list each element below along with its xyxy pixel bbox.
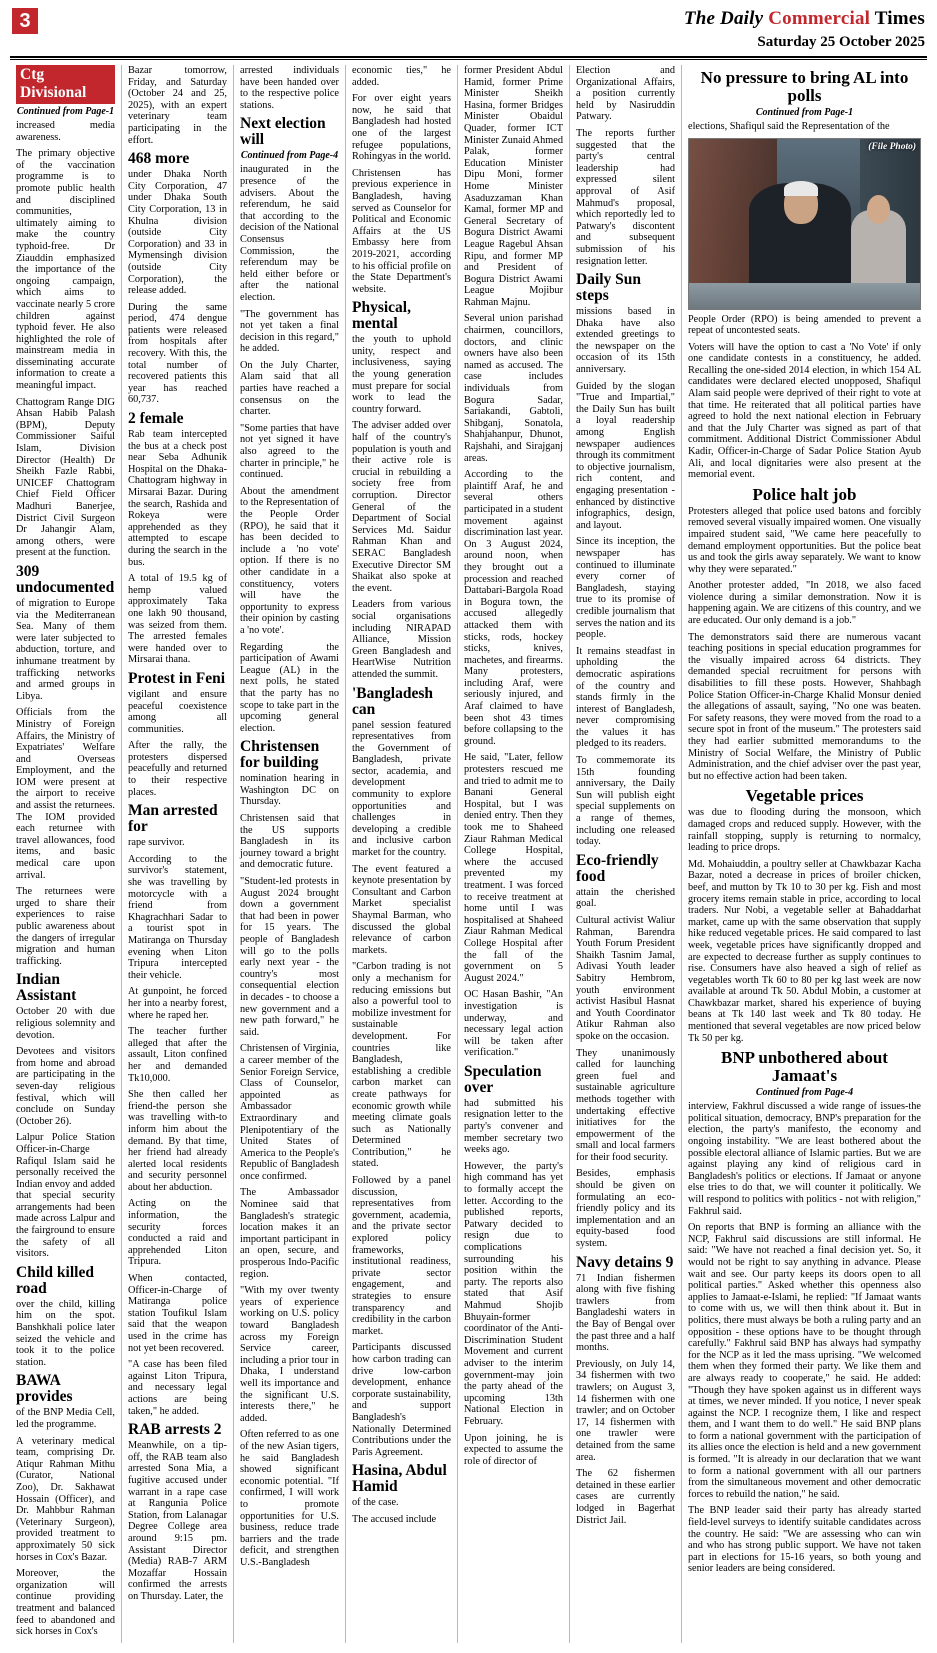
paragraph: arrested individuals have been handed over to the respective police stations. bbox=[240, 65, 339, 111]
paragraph: rape survivor. bbox=[128, 837, 185, 849]
paragraph: During the same period, 474 dengue patients were released from hospitals after recovery. With this, the total number of recovered patients this year has reached 60,737. bbox=[128, 301, 227, 406]
paragraph: former President Abdul Hamid, former Prime Minister Sheikh Hasina, former Bridges Minister Obaidul Quader, former ICT Minister Zunaid Ahmed Palak, former Education Minister Dipu Moni, former Home Minister Asaduzzaman Khan Kamal, former MP and General Secretary of Bogura District Awami League Ragebul Ahsan Ripu, and former MP and President of Bogura District Awami League Mojibur Rahman Majnu. bbox=[464, 65, 563, 308]
paragraph: Previously, on July 14, 34 fishermen with two trawlers; on August 3, 14 fishermen with one trawler; and on October 17, 14 fishermen with one trawler were detained from the same area. bbox=[576, 1358, 675, 1463]
article-headline-next-election-will[interactable]: Next election will bbox=[240, 115, 326, 149]
article-headline-indian-assistant[interactable]: Indian Assistant bbox=[16, 971, 77, 1005]
paragraph: missions based in Dhaka have also extended greetings to the newspaper on the occasion of its 15th anniversary. bbox=[576, 306, 675, 376]
continued-from-page-1-c7: Continued from Page-1 bbox=[755, 107, 854, 118]
paragraph: increased media awareness. bbox=[16, 120, 115, 143]
paragraph: Christensen has previous experience in Bangladesh, having served as Counselor for Political and Economic Affairs at the US Embassy here from 2019-2021, according to his official profile on the State Department's website. bbox=[352, 167, 451, 295]
continued-from-page-4: Continued from Page-4 bbox=[240, 150, 339, 162]
article-headline-hasina-abdul-hamid[interactable]: Hasina, Abdul Hamid bbox=[352, 1462, 447, 1496]
page-number-badge: 3 bbox=[12, 8, 38, 34]
paragraph: Voters will have the option to cast a 'No Vote' if only one candidate contests in a constituency, he added. Recalling the one-sided 2014 election, in which 154 AL candidates were declared elected unopposed, Shafiqul Alam said people were deprived of their right to vote at that time. He reiterated that all political parties have agreed to hold the next national election in February and that the July Charter was signed as part of that commitment. Additional District Commissioner Abdul Kadir, Officer-in-Charge of Sadar Police Station Ayub Ali, and local dignitaries were also present at the memorial event. bbox=[688, 341, 921, 481]
article-headline-rab-arrests-2[interactable]: RAB arrests 2 bbox=[128, 1421, 222, 1439]
paragraph: inaugurated in the presence of the advisers. About the referendum, he said that according to the decision of the National Consensus Commission, the referendum may be held either before or after the national election. bbox=[240, 164, 339, 303]
paragraph: October 20 with due religious solemnity and devotion. bbox=[16, 1006, 115, 1041]
paragraph: It remains steadfast in upholding the democratic aspirations of the country and stands firmly in the interest of Bangladesh, never compromising the values it has pledged to its readers. bbox=[576, 645, 675, 750]
paragraph: Meanwhile, on a tip-off, the RAB team also arrested Sona Mia, a fugitive accused under warrant in a rape case at Rangunia Police Station, from Lalanagar Degree College area around 9:15 pm. Assistant Director (Media) RAB-7 ARM Mozaffar Hossain confirmed the arrests on Thursday. Later, the bbox=[128, 1440, 227, 1602]
article-headline-police-halt-job[interactable]: Police halt job bbox=[752, 484, 857, 504]
paragraph: Devotees and visitors from home and abroad are participating in the seven-day religious festival, which will conclude on Sunday (October 26). bbox=[16, 1046, 115, 1127]
paragraph: Moreover, the organization will continue providing treatment and balanced feed to abandoned and sick horses in Cox's bbox=[16, 1568, 115, 1638]
article-headline-bangladesh-can[interactable]: 'Bangladesh can bbox=[352, 684, 433, 718]
paragraph: Christensen said that the US supports Bangladesh in its journey toward a bright and democratic future. bbox=[240, 813, 339, 871]
paragraph: The teacher further alleged that after the assault, Liton confined her and demanded Tk10,000. bbox=[128, 1026, 227, 1084]
paragraph: Since its inception, the newspaper has continued to illuminate every corner of Bangladesh, staying true to its promise of credible journalism that serves the nation and its people. bbox=[576, 536, 675, 641]
paragraph: He said, "Later, fellow protesters rescued me and tried to admit me to Banani General Hospital, but I was denied entry. Then they took me to Shaheed Ziaur Rahman Medical College Hospital, where the accused prevented my treatment. I was forced to receive treatment at home until I was hospitalised at Shaheed Ziaur Rahman Medical College Hospital after the fall of the government on 5 August 2024." bbox=[464, 752, 563, 984]
title-the: The Daily bbox=[683, 8, 769, 29]
paragraph: nomination hearing in Washington DC on Thursday. bbox=[240, 773, 339, 808]
article-headline-christensen-for-building[interactable]: Christensen for building bbox=[240, 738, 320, 772]
article-headline-child-killed-road[interactable]: Child killed road bbox=[16, 1263, 94, 1297]
paragraph: Cultural activist Waliur Rahman, Barendra Youth Forum President Shaikh Tasnim Jamal, Adivasi Youth leader Sabitry Hembrom, youth environment activist Hasibul Hasnat and Youth Coordinator Atikur Rahman also spoke on the occasion. bbox=[576, 915, 675, 1042]
article-headline-468-more[interactable]: 468 more bbox=[128, 150, 190, 168]
paragraph: over the child, killing him on the spot. Banshkhali police later seized the vehicle and took it to the police station. bbox=[16, 1298, 115, 1368]
photo-table bbox=[689, 283, 920, 309]
article-headline-physical-mental[interactable]: Physical, mental bbox=[352, 299, 411, 333]
paragraph: The reports further suggested that the party's central leadership had expressed silent approval of Asif Mahmud's proposal, which reportedly led to Patwary's discontent and subsequent submission of his resignation letter. bbox=[576, 127, 675, 267]
article-headline-vegetable-prices[interactable]: Vegetable prices bbox=[745, 786, 864, 806]
paragraph: Leaders from various social organisations including NIRAPAD Alliance, Mission Green Bangladesh and HeartWise Nutrition attended the summit. bbox=[352, 599, 451, 680]
paragraph: "A case has been filed against Liton Tripura, and necessary legal actions are being taken," he added. bbox=[128, 1359, 227, 1417]
paragraph: interview, Fakhrul discussed a wide range of issues-the political situation, democracy, BNP's preparation for the election, the party's manifesto, the economy and ongoing instability. "We are least bothered about the possible electoral alliance of Islamic parties. But we are against playing any kind of religious card in Bangladesh's politics or elections. If Jamaat or anyone else tries to do that, we will counter it politically. We will respond to politics with politics - not with religion," Fakhrul said. bbox=[688, 1101, 921, 1217]
paragraph: Often referred to as one of the new Asian tigers, he said Bangladesh showed significant economic potential. "If confirmed, I will work to promote opportunities for U.S. business, reduce trade barriers and the trade deficit, and strengthen U.S.-Bangladesh bbox=[240, 1429, 339, 1568]
column-6 bbox=[570, 65, 682, 1643]
paragraph: The returnees were urged to share their experiences to raise public awareness about the dangers of irregular migration and human trafficking. bbox=[16, 886, 115, 967]
article-headline-2-female[interactable]: 2 female bbox=[128, 410, 184, 428]
article-headline-309-undocumented[interactable]: 309 undocumented bbox=[16, 562, 115, 596]
paragraph: For over eight years now, he said that Bangladesh had hosted one of the largest refugee populations, Rohingyas in the world. bbox=[352, 93, 451, 163]
paragraph: Md. Mohaiuddin, a poultry seller at Chawkbazar Kacha Bazar, noted a decrease in prices of broiler chicken, beef, and mutton by Tk 10 to 30 per kg. Fish and most grocery items remain stable in price, according to local traders. Nur Nobi, a vegetable seller at Bahaddarhat market, came up with the same observation that supply hike reduced vegetable prices. He said compared to last week, vegetable prices have significantly dropped and are expected to decrease further as supply continues to rise. Consumers have also heaved a sigh of relief as vegetables worth Tk 60 to 80 per kg last week are now available at around Tk 50. Abdul Mobin, a customer at Chawkbazar market, shared his experience of buying beans at Tk 140 last week and Tk 80 today. He mentioned that several vegetables are now priced below Tk 50 per kg. bbox=[688, 858, 921, 1044]
paragraph: The accused include bbox=[352, 1513, 437, 1525]
paragraph: The event featured a keynote presentation by Consultant and Carbon Market specialist Shaymal Barman, who discussed the global relevance of carbon markets. bbox=[352, 863, 451, 956]
paragraph: Protesters alleged that police used batons and forcibly removed several visually impaired women. One visually impaired student said, "We came here peacefully to demand employment opportunities. But the police beat us and took the girls away separately. We want to know why they were separated." bbox=[688, 505, 921, 575]
paragraph: "The government has not yet taken a final decision in this regard," he added. bbox=[240, 308, 339, 355]
paragraph: According to the plaintiff Araf, he and several others participated in a student movement against discrimination last year. On 3 August 2024, around noon, when they brought out a procession and reached Dattabari-Bargola Road in Bogura town, the accused allegedly attacked them with sticks, rods, hockey sticks, knives, machetes, and firearms. Many protesters, including Araf, were seriously injured, and Araf claimed to have been shot 43 times before collapsing to the ground. bbox=[464, 469, 563, 747]
paragraph: Guided by the slogan "True and Impartial," the Daily Sun has built a loyal readership among English newspaper audiences through its commitment to objective journalism, rich content, and engaging presentation - enhanced by distinctive infographics, design, and layout. bbox=[576, 380, 675, 531]
continued-from-page-4-c7: Continued from Page-4 bbox=[755, 1087, 854, 1099]
paragraph: A veterinary medical team, comprising Dr. Atiqur Rahman Mithu (Curator, National Zoo), Dr. Sakhawat Hossain (Officer), and Dr. Mahbbur Rahman (Veterinary Surgeon), provided treatment to approximately 50 sick horses in Cox's Bazar. bbox=[16, 1435, 115, 1563]
column-2 bbox=[122, 65, 234, 1643]
article-headline-man-arrested-for[interactable]: Man arrested for bbox=[128, 802, 218, 836]
paragraph: Election and Organizational Affairs, a position currently held by Nasiruddin Patwary. bbox=[576, 65, 675, 123]
article-headline-eco-friendly-food[interactable]: Eco-friendly food bbox=[576, 851, 659, 885]
paragraph: "With my over twenty years of experience working on U.S. policy toward Bangladesh across my Foreign Service career, including a prior tour in Dhaka, I understand well its importance and the significant U.S. interests there," he added. bbox=[240, 1285, 339, 1424]
column-7 bbox=[682, 65, 927, 1643]
paragraph: of the BNP Media Cell, led the programme. bbox=[16, 1407, 115, 1430]
paragraph: attain the cherished goal. bbox=[576, 886, 675, 910]
paragraph: panel session featured representatives from the Government of Bangladesh, private sector, academia, and development community to explore opportunities and challenges in developing a credible and inclusive carbon market for the country. bbox=[352, 719, 451, 859]
publication-title bbox=[684, 8, 925, 30]
paragraph: They unanimously called for launching green fuel and sustainable agriculture methods together with undertaking effective initiatives for the empowerment of the small and local farmers for their food security. bbox=[576, 1047, 675, 1163]
article-headline-no-pressure-al-polls[interactable]: No pressure to bring AL into polls bbox=[700, 68, 909, 105]
paragraph: The adviser added over half of the country's population is youth and their active role is crucial in rebuilding a society free from corruption. Director General of the Department of Social Services Md. Saidur Rahman Khan and SERAC Bangladesh Executive Director SM Shaikat also spoke at the event. bbox=[352, 420, 451, 594]
paragraph: Lalpur Police Station Officer-in-Charge Rafiqul Islam said he personally received the Indian envoy and added that special security arrangements had been made across Lalpur and the fairground to ensure the safety of all visitors. bbox=[16, 1132, 115, 1260]
paragraph: She then called her friend-the person she was travelling with-to inform him about the demand. By that time, her friend had already alerted local residents and security personnel about her abduction. bbox=[128, 1089, 227, 1193]
paragraph: After the rally, the protesters dispersed peacefully and returned to their respective places. bbox=[128, 740, 227, 798]
paragraph: of the case. bbox=[352, 1497, 399, 1509]
paragraph: Christensen of Virginia, a career member of the Senior Foreign Service, Class of Counselor, appointed as Ambassador Extraordinary and Plenipotentiary of the United States of America to the People's Republic of Bangladesh once confirmed. bbox=[240, 1043, 339, 1182]
paragraph: Upon joining, he is expected to assume the role of director of bbox=[464, 1432, 563, 1467]
article-photo bbox=[688, 138, 921, 310]
paragraph: The BNP leader said their party has already started field-level surveys to identify suitable candidates across the country. He said: "We are assessing who can win and who has strong public support. We have not taken part in elections for 15-16 years, so both young and senior leaders are being considered. bbox=[688, 1505, 921, 1575]
column-1 bbox=[10, 65, 122, 1643]
paragraph: economic ties," he added. bbox=[352, 65, 451, 88]
masthead-right bbox=[684, 8, 925, 51]
paragraph: A total of 19.5 kg of hemp valued approximately Taka one lakh 90 thousand, was seized from them. The arrested females were handed over to Mirsarai thana. bbox=[128, 573, 227, 666]
article-headline-protest-in-feni[interactable]: Protest in Feni bbox=[128, 669, 226, 687]
paragraph: 71 Indian fishermen along with five fishing trawlers from Bangladeshi waters in the Bay of Bengal over the past three and a half months. bbox=[576, 1272, 675, 1354]
paragraph: had submitted his resignation letter to the party's convener and member secretary two weeks ago. bbox=[464, 1097, 563, 1156]
paragraph: Acting on the information, the security forces conducted a raid and apprehended Liton Tripura. bbox=[128, 1198, 227, 1268]
paragraph: To commemorate its 15th founding anniversary, the Daily Sun will publish eight special supplements on a range of themes, including one released today. bbox=[576, 755, 675, 848]
paragraph: When contacted, Officer-in-Charge of Matiranga police station Toufikul Islam said that the weapon used in the crime has not yet been recovered. bbox=[128, 1273, 227, 1354]
paragraph: Participants discussed how carbon trading can drive low-carbon development, enhance corporate sustainability, and support Bangladesh's Nationally Determined Contributions under the Paris Agreement. bbox=[352, 1342, 451, 1458]
photo-second-person-head bbox=[867, 195, 890, 224]
paragraph: Chattogram Range DIG Ahsan Habib Palash (BPM), Deputy Commissioner Saiful Islam, Division Director (Health) Dr Sheikh Fazle Rabbi, UNICEF Chattogram Chief Field Officer Madhuri Banerjee, District Civil Surgeon Dr Jahangir Alam, among others, were present at the function. bbox=[16, 396, 115, 559]
paragraph: However, the party's high command has yet to formally accept the letter. According to the published reports, Patwary decided to resign due to complications surrounding his position within the party. The reports also stated that Asif Mahmud Shojib Bhuyain-former coordinator of the Anti-Discrimination Student Movement and current adviser to the interim government-may join the party ahead of the upcoming 13th National Election in February. bbox=[464, 1160, 563, 1427]
paragraph: the youth to uphold unity, respect and inclusiveness, saying the young generation must prepare for social work to lead the country forward. bbox=[352, 334, 451, 415]
column-4 bbox=[346, 65, 458, 1643]
title-times: Times bbox=[870, 8, 925, 29]
paragraph: Besides, emphasis should be given on formulating an eco-friendly policy and its implementation and an equity-based food system. bbox=[576, 1168, 675, 1250]
paragraph: Another protester added, "In 2018, we also faced violence during a similar demonstration. Now it is happening again. We are citizens of this country, and we are educated. Our only demand is a job." bbox=[688, 580, 921, 627]
article-headline-daily-sun-steps[interactable]: Daily Sun steps bbox=[576, 271, 642, 305]
paragraph: People Order (RPO) is being amended to prevent a repeat of uncontested seats. bbox=[688, 313, 921, 337]
paragraph: About the amendment to the Representation of the People Order (RPO), he said that it has been decided to include a 'no vote' option. If there is no other candidate in a constituency, voters will have the opportunity to express their opinion by casting a 'no vote'. bbox=[240, 485, 339, 636]
paragraph: The 62 fishermen detained in these earlier cases are currently lodged in Bagerhat District Jail. bbox=[576, 1468, 675, 1526]
paragraph: Bazar tomorrow, Friday, and Saturday (October 24 and 25, 2025), with an expert veterinary team participating in the effort. bbox=[128, 65, 227, 146]
paragraph: Officials from the Ministry of Foreign Affairs, the Ministry of Expatriates' Welfare and Overseas Employment, and the IOM were present at the airport to receive and assist the returnees. The IOM provided each returnee with travel allowances, food items, and basic medical care upon arrival. bbox=[16, 707, 115, 881]
title-commercial: Commercial bbox=[768, 8, 871, 29]
article-headline-ctg-divisional[interactable]: Ctg Divisional bbox=[16, 65, 115, 104]
paragraph: Regarding the participation of Awami League (AL) in the next polls, he stated that the party has no scope to take part in the upcoming general election. bbox=[240, 641, 339, 734]
article-headline-speculation-over[interactable]: Speculation over bbox=[464, 1062, 542, 1096]
paragraph: At gunpoint, he forced her into a nearby forest, where he raped her. bbox=[128, 986, 227, 1021]
paragraph: On the July Charter, Alam said that all parties have reached a consensus on the charter. bbox=[240, 359, 339, 418]
paragraph: The demonstrators said there are numerous vacant teaching positions in special education programmes for the visually impaired across 64 districts. They demanded special recruitment for persons with disabilities to fill these posts. However, Shahbagh Police Station Officer-in-Charge Khalid Monsur denied the allegations of assault, saying, "No one was beaten. For safety reasons, they were moved from the road to a secure spot in front of the museum." The protesters said they had earlier submitted memorandums to the Ministry of Social Welfare, the Ministry of Public Administration, and the chief adviser over the past year, but no effective action had been taken. bbox=[688, 631, 921, 782]
paragraph: The Ambassador Nominee said that Bangladesh's strategic location makes it an important participant in an open, secure, and prosperous Indo-Pacific region. bbox=[240, 1187, 339, 1280]
paragraph: The primary objective of the vaccination programme is to promote public health and disciplined communities, ultimately aiming to make the country typhoid-free. Dr Ziauddin emphasized the importance of the ongoing campaign, which aims to vaccinate nearly 5 crore children against typhoid fever. He also highlighted the role of mainstream media in disseminating accurate information to create a meaningful impact. bbox=[16, 148, 115, 392]
paragraph: On reports that BNP is forming an alliance with the NCP, Fakhrul said discussions are still informal. He said: "We have not reached a final decision yet. So, it would not be right to say anything in advance. Please wait and see. Our party keeps its doors open to all political parties." Asked whether this openness also applies to Jamaat-e-Islami, he replied: "If Jamaat wants to come with us, we will then think about it. But in politics, there must always be both a ruling party and an opposition - these options have to be thought through carefully." Fakhrul said BNP has always had sympathy for the NCP as it led the mass uprising. "We welcomed them when they formed their party. We like them and are always ready to cooperate," he said. He added: "Though they have spoken against us in different ways at times, we never minded. If you notice, I never speak against the NCP. I recognize them, I like and respect them, and I want them to do well." He said BNP plans to form a national government with the participation of its allies once the election is held and a new government is formed. "It is already in our declaration that we want to form a national government with all our partners from the simultaneous movement and other democratic forces to rebuild the nation," he said. bbox=[688, 1222, 921, 1500]
masthead-rule bbox=[10, 56, 927, 58]
paragraph: elections, Shafiqul said the Representation of the bbox=[688, 121, 890, 132]
article-headline-bawa-provides[interactable]: BAWA provides bbox=[16, 1372, 73, 1406]
photo-credit-label: (File Photo) bbox=[868, 141, 916, 152]
continued-from-page-1: Continued from Page-1 bbox=[16, 106, 115, 117]
photo-speaker-hair bbox=[784, 181, 819, 196]
masthead bbox=[0, 0, 937, 53]
paragraph: of migration to Europe via the Mediterranean Sea. Many of them were later subjected to abduction, torture, and inhumane treatment by trafficking networks and armed groups in Libya. bbox=[16, 597, 115, 702]
column-3 bbox=[234, 65, 346, 1643]
paragraph: Followed by a panel discussion, representatives from government, academia, and the private sector explored policy frameworks, institutional readiness, private sector engagement, and strategies to ensure transparency and credibility in the carbon market. bbox=[352, 1175, 451, 1337]
paragraph: Several union parishad chairmen, councillors, doctors, and clinic owners have also been named as accused. The case includes individuals from Bogura Sadar, Sariakandi, Gabtoli, Shibganj, Sonatola, Shahjahanpur, Dhunot, Rajshahi, and Sirajganj areas. bbox=[464, 313, 563, 464]
paragraph: vigilant and ensure peaceful coexistence among all communities. bbox=[128, 688, 227, 735]
paragraph: under Dhaka North City Corporation, 47 under Dhaka South City Corporation, 13 in Khulna division (outside City Corporation) and 33 in Mymensingh division (outside City Corporation), the release added. bbox=[128, 169, 227, 297]
paragraph: OC Hasan Bashir, "An investigation is underway, and necessary legal action will be taken after verification." bbox=[464, 989, 563, 1059]
column-5 bbox=[458, 65, 570, 1643]
paragraph: was due to flooding during the monsoon, which damaged crops and reduced supply. However, with the rainfall stopping, supply is returning to normalcy, leading to price drops. bbox=[688, 807, 921, 854]
paragraph: "Some parties that have not yet signed it have also agreed to the charter in principle," he continued. bbox=[240, 422, 339, 481]
paragraph: According to the survivor's statement, she was travelling by motorcycle with a friend from Khagrachhari Sadar to a tourist spot in Matiranga on Thursday evening when Liton Tripura intercepted their vehicle. bbox=[128, 853, 227, 981]
article-headline-navy-detains-9[interactable]: Navy detains 9 bbox=[576, 1253, 674, 1271]
publication-date: Saturday 25 October 2025 bbox=[757, 34, 925, 50]
paragraph: "Student-led protests in August 2024 brought down a government that had been in power for 15 years. The people of Bangladesh will go to the polls early next year - the country's most consequential election in decades - to choose a new government and a new path forward," he said. bbox=[240, 876, 339, 1038]
columns-container bbox=[0, 60, 937, 1653]
paragraph: Rab team intercepted the bus at a check post near Seba Adhunik Hospital on the Dhaka-Chattogram highway in Mirsarai Bazar. During the search, Rashida and Rokeya were apprehended as they attempted to escape during the search in the bus. bbox=[128, 429, 227, 568]
article-headline-bnp-unbothered-jamaat[interactable]: BNP unbothered about Jamaat's bbox=[721, 1048, 888, 1086]
paragraph: "Carbon trading is not only a mechanism for reducing emissions but also a powerful tool to mobilize investment for sustainable development. For countries like Bangladesh, establishing a credible carbon market can create pathways for economic growth while meeting climate goals such as Nationally Determined Contribution," he stated. bbox=[352, 961, 451, 1170]
